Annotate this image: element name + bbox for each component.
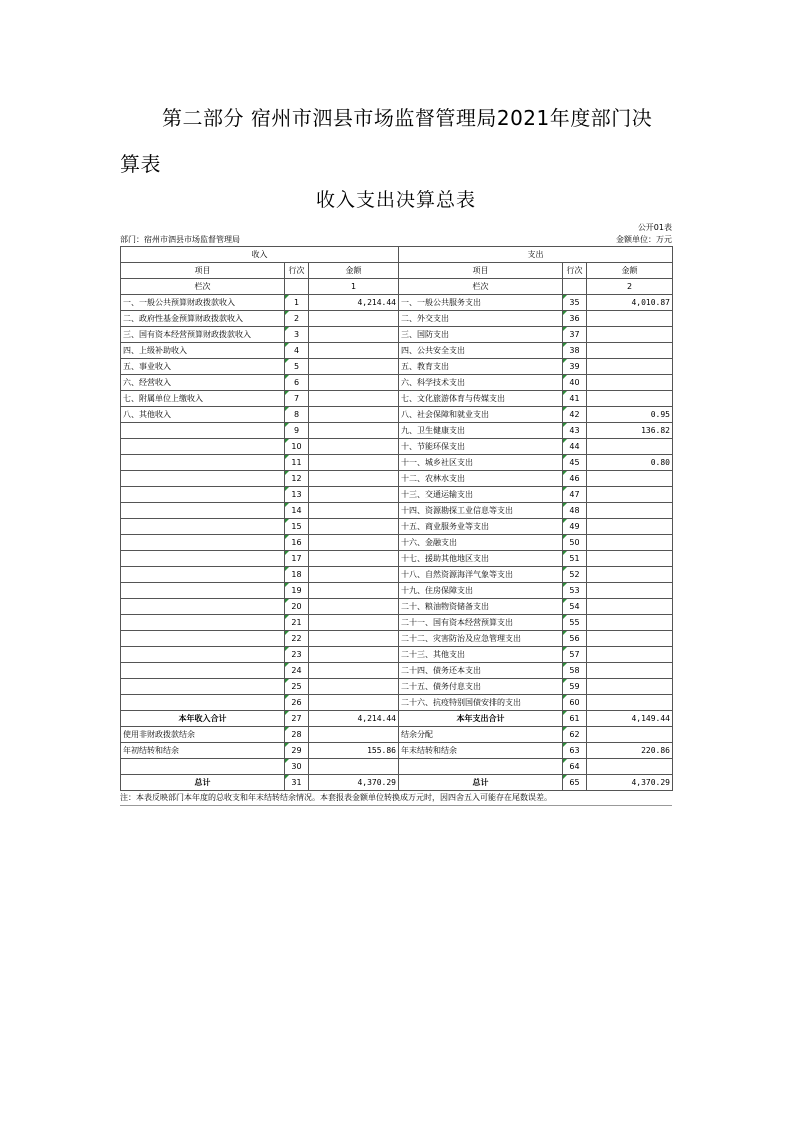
expense-item-cell: 七、文化旅游体育与传媒支出 [399,391,563,407]
income-expense-table [120,246,673,791]
expense-line-cell: 41 [563,391,587,407]
income-amount-cell [309,583,399,599]
expense-line-cell: 49 [563,519,587,535]
income-item-cell [121,759,285,775]
heading-line-1: 第二部分 宿州市泗县市场监督管理局2021年度部门决 [162,106,653,130]
income-item-cell: 年初结转和结余 [121,743,285,759]
column-header-row [121,263,673,279]
income-amount-cell [309,759,399,775]
income-amount-cell [309,391,399,407]
expense-line-cell: 55 [563,615,587,631]
income-line-cell: 31 [285,775,309,791]
expense-item-cell: 本年支出合计 [399,711,563,727]
income-amount-cell [309,487,399,503]
income-line-cell: 5 [285,359,309,375]
expense-amount-cell [587,647,673,663]
income-column-number: 1 [309,279,399,295]
income-amount-cell: 155.86 [309,743,399,759]
expense-line-cell: 39 [563,359,587,375]
table-row [121,711,673,727]
income-amount-cell: 4,214.44 [309,711,399,727]
table-row [121,375,673,391]
expense-amount-cell [587,631,673,647]
income-item-cell [121,439,285,455]
expense-item-cell: 四、公共安全支出 [399,343,563,359]
income-amount-cell [309,503,399,519]
income-amount-cell [309,439,399,455]
expense-line-cell: 48 [563,503,587,519]
income-line-cell: 27 [285,711,309,727]
expense-line-cell: 47 [563,487,587,503]
expense-item-cell: 十五、商业服务业等支出 [399,519,563,535]
expense-line-cell: 64 [563,759,587,775]
income-line-cell: 19 [285,583,309,599]
expense-amount-cell [587,679,673,695]
expense-amount-cell: 220.86 [587,743,673,759]
expense-amount-cell: 4,149.44 [587,711,673,727]
expense-amount-cell [587,615,673,631]
expense-item-cell: 结余分配 [399,727,563,743]
table-row [121,503,673,519]
income-item-cell [121,631,285,647]
table-row [121,407,673,423]
table-row [121,663,673,679]
table-row [121,471,673,487]
expense-amount-cell [587,519,673,535]
expense-amount-cell [587,567,673,583]
expense-line-cell: 54 [563,599,587,615]
income-line-cell: 23 [285,647,309,663]
income-line-cell: 21 [285,615,309,631]
expense-item-cell: 二十一、国有资本经营预算支出 [399,615,563,631]
expense-item-cell: 十六、金融支出 [399,535,563,551]
expense-amount-cell [587,759,673,775]
table-row [121,455,673,471]
income-line-cell: 25 [285,679,309,695]
income-item-cell [121,695,285,711]
table-row [121,775,673,791]
table-row [121,311,673,327]
expense-item-cell: 五、教育支出 [399,359,563,375]
dept-row [120,234,672,246]
table-note: 注：本表反映部门本年度的总收支和年末结转结余情况。本套报表金额单位转换成万元时，因四舍五入可能存在尾数误差。 [120,791,672,806]
income-amount-cell [309,615,399,631]
expense-amount-cell [587,583,673,599]
table-row [121,727,673,743]
expense-item-header: 项目 [399,263,563,279]
income-item-cell [121,599,285,615]
income-header: 收入 [121,247,399,263]
expense-item-cell: 十、节能环保支出 [399,439,563,455]
expense-amount-cell [587,391,673,407]
expense-line-cell: 43 [563,423,587,439]
income-amount-cell [309,727,399,743]
income-item-cell: 三、国有资本经营预算财政拨款收入 [121,327,285,343]
income-amount-header: 金额 [309,263,399,279]
income-line-cell: 29 [285,743,309,759]
department-label: 部门：宿州市泗县市场监督管理局 [120,235,240,244]
expense-amount-cell [587,343,673,359]
income-item-cell [121,519,285,535]
income-item-cell [121,583,285,599]
expense-amount-cell [587,439,673,455]
income-item-cell: 六、经营收入 [121,375,285,391]
expense-amount-header: 金额 [587,263,673,279]
document-heading [120,95,680,187]
income-line-cell: 18 [285,567,309,583]
budget-sheet [120,222,672,806]
income-item-cell: 二、政府性基金预算财政拨款收入 [121,311,285,327]
income-line-cell: 17 [285,551,309,567]
expense-amount-cell: 4,010.87 [587,295,673,311]
expense-column-number: 2 [587,279,673,295]
income-item-cell [121,679,285,695]
table-row [121,759,673,775]
expense-amount-cell [587,487,673,503]
income-amount-cell [309,407,399,423]
income-line-cell: 4 [285,343,309,359]
expense-item-cell: 二十、粮油物资储备支出 [399,599,563,615]
column-index-row [121,279,673,295]
income-amount-cell [309,455,399,471]
income-line-cell: 30 [285,759,309,775]
income-amount-cell [309,423,399,439]
income-item-cell: 使用非财政拨款结余 [121,727,285,743]
table-body [121,295,673,791]
income-amount-cell: 4,214.44 [309,295,399,311]
expense-line-cell: 40 [563,375,587,391]
income-line-cell: 24 [285,663,309,679]
form-code: 公开01表 [637,223,672,232]
expense-item-cell: 十一、城乡社区支出 [399,455,563,471]
expense-amount-cell [587,375,673,391]
income-line-cell: 13 [285,487,309,503]
expense-amount-cell [587,327,673,343]
expense-line-cell: 35 [563,295,587,311]
expense-amount-cell: 0.80 [587,455,673,471]
income-amount-cell [309,599,399,615]
income-item-cell: 四、上级补助收入 [121,343,285,359]
expense-item-cell: 九、卫生健康支出 [399,423,563,439]
income-amount-cell: 4,370.29 [309,775,399,791]
heading-line-2: 算表 [120,152,161,176]
income-line-cell: 1 [285,295,309,311]
income-line-cell: 11 [285,455,309,471]
income-amount-cell [309,327,399,343]
expense-line-cell: 63 [563,743,587,759]
expense-line-cell: 61 [563,711,587,727]
expense-column-blank [563,279,587,295]
expense-item-cell: 十七、援助其他地区支出 [399,551,563,567]
table-row [121,535,673,551]
income-line-cell: 16 [285,535,309,551]
expense-item-cell: 二十二、灾害防治及应急管理支出 [399,631,563,647]
income-line-cell: 3 [285,327,309,343]
income-item-cell [121,663,285,679]
income-item-cell [121,423,285,439]
expense-line-cell: 62 [563,727,587,743]
table-row [121,567,673,583]
income-item-cell: 总计 [121,775,285,791]
expense-amount-cell [587,311,673,327]
expense-item-cell: 二十五、债务付息支出 [399,679,563,695]
income-amount-cell [309,647,399,663]
income-item-cell [121,487,285,503]
expense-amount-cell [587,503,673,519]
expense-item-cell: 二十六、抗疫特别国债安排的支出 [399,695,563,711]
expense-line-cell: 53 [563,583,587,599]
expense-column-label: 栏次 [399,279,563,295]
income-amount-cell [309,471,399,487]
expense-line-cell: 57 [563,647,587,663]
table-row [121,487,673,503]
expense-item-cell: 年末结转和结余 [399,743,563,759]
expense-amount-cell [587,535,673,551]
income-amount-cell [309,375,399,391]
income-line-cell: 14 [285,503,309,519]
income-item-cell: 一、一般公共预算财政拨款收入 [121,295,285,311]
income-amount-cell [309,695,399,711]
table-row [121,343,673,359]
income-column-label: 栏次 [121,279,285,295]
expense-item-cell: 十三、交通运输支出 [399,487,563,503]
income-line-cell: 2 [285,311,309,327]
expense-amount-cell [587,471,673,487]
expense-item-cell: 六、科学技术支出 [399,375,563,391]
expense-line-cell: 59 [563,679,587,695]
table-row [121,519,673,535]
expense-item-cell: 三、国防支出 [399,327,563,343]
income-line-cell: 10 [285,439,309,455]
income-amount-cell [309,663,399,679]
expense-line-cell: 52 [563,567,587,583]
expense-line-cell: 42 [563,407,587,423]
expense-line-cell: 50 [563,535,587,551]
expense-item-cell: 二、外交支出 [399,311,563,327]
expense-item-cell: 八、社会保障和就业支出 [399,407,563,423]
income-item-cell [121,551,285,567]
expense-item-cell: 十八、自然资源海洋气象等支出 [399,567,563,583]
income-amount-cell [309,551,399,567]
expense-amount-cell [587,599,673,615]
income-line-cell: 28 [285,727,309,743]
table-row [121,439,673,455]
expense-line-cell: 36 [563,311,587,327]
amount-unit: 金额单位：万元 [616,235,672,244]
income-item-cell [121,503,285,519]
section-header-row [121,247,673,263]
income-amount-cell [309,567,399,583]
income-column-blank [285,279,309,295]
expense-line-cell: 46 [563,471,587,487]
income-amount-cell [309,311,399,327]
table-row [121,631,673,647]
expense-line-cell: 60 [563,695,587,711]
table-row [121,295,673,311]
expense-item-cell: 十九、住房保障支出 [399,583,563,599]
income-item-cell [121,647,285,663]
table-row [121,423,673,439]
income-line-cell: 8 [285,407,309,423]
income-line-cell: 22 [285,631,309,647]
expense-item-cell: 总计 [399,775,563,791]
expense-line-cell: 56 [563,631,587,647]
income-item-cell: 八、其他收入 [121,407,285,423]
expense-item-cell: 十二、农林水支出 [399,471,563,487]
expense-line-cell: 58 [563,663,587,679]
expense-item-cell: 二十三、其他支出 [399,647,563,663]
expense-amount-cell [587,359,673,375]
income-item-header: 项目 [121,263,285,279]
table-row [121,359,673,375]
expense-item-cell: 一、一般公共服务支出 [399,295,563,311]
expense-line-cell: 45 [563,455,587,471]
table-row [121,679,673,695]
expense-line-cell: 44 [563,439,587,455]
table-row [121,599,673,615]
income-item-cell [121,471,285,487]
expense-amount-cell [587,727,673,743]
expense-amount-cell: 136.82 [587,423,673,439]
expense-line-cell: 38 [563,343,587,359]
income-line-header: 行次 [285,263,309,279]
expense-amount-cell [587,551,673,567]
expense-item-cell: 十四、资源勘探工业信息等支出 [399,503,563,519]
income-amount-cell [309,343,399,359]
income-line-cell: 26 [285,695,309,711]
table-row [121,647,673,663]
income-line-cell: 6 [285,375,309,391]
expense-line-header: 行次 [563,263,587,279]
income-item-cell [121,615,285,631]
income-amount-cell [309,359,399,375]
income-amount-cell [309,519,399,535]
table-row [121,583,673,599]
income-item-cell: 本年收入合计 [121,711,285,727]
income-item-cell [121,455,285,471]
income-item-cell [121,535,285,551]
table-row [121,327,673,343]
income-item-cell [121,567,285,583]
table-row [121,391,673,407]
expense-item-cell [399,759,563,775]
expense-header: 支出 [399,247,673,263]
expense-line-cell: 51 [563,551,587,567]
income-line-cell: 20 [285,599,309,615]
expense-item-cell: 二十四、债务还本支出 [399,663,563,679]
income-amount-cell [309,631,399,647]
expense-line-cell: 65 [563,775,587,791]
expense-amount-cell [587,695,673,711]
table-row [121,695,673,711]
income-item-cell: 五、事业收入 [121,359,285,375]
income-amount-cell [309,535,399,551]
income-amount-cell [309,679,399,695]
income-line-cell: 15 [285,519,309,535]
table-row [121,743,673,759]
table-row [121,615,673,631]
table-row [121,551,673,567]
expense-amount-cell: 4,370.29 [587,775,673,791]
income-line-cell: 7 [285,391,309,407]
expense-amount-cell [587,663,673,679]
expense-amount-cell: 0.95 [587,407,673,423]
expense-line-cell: 37 [563,327,587,343]
income-line-cell: 9 [285,423,309,439]
income-line-cell: 12 [285,471,309,487]
income-item-cell: 七、附属单位上缴收入 [121,391,285,407]
table-title: 收入支出决算总表 [315,189,476,211]
form-code-row [120,222,672,234]
